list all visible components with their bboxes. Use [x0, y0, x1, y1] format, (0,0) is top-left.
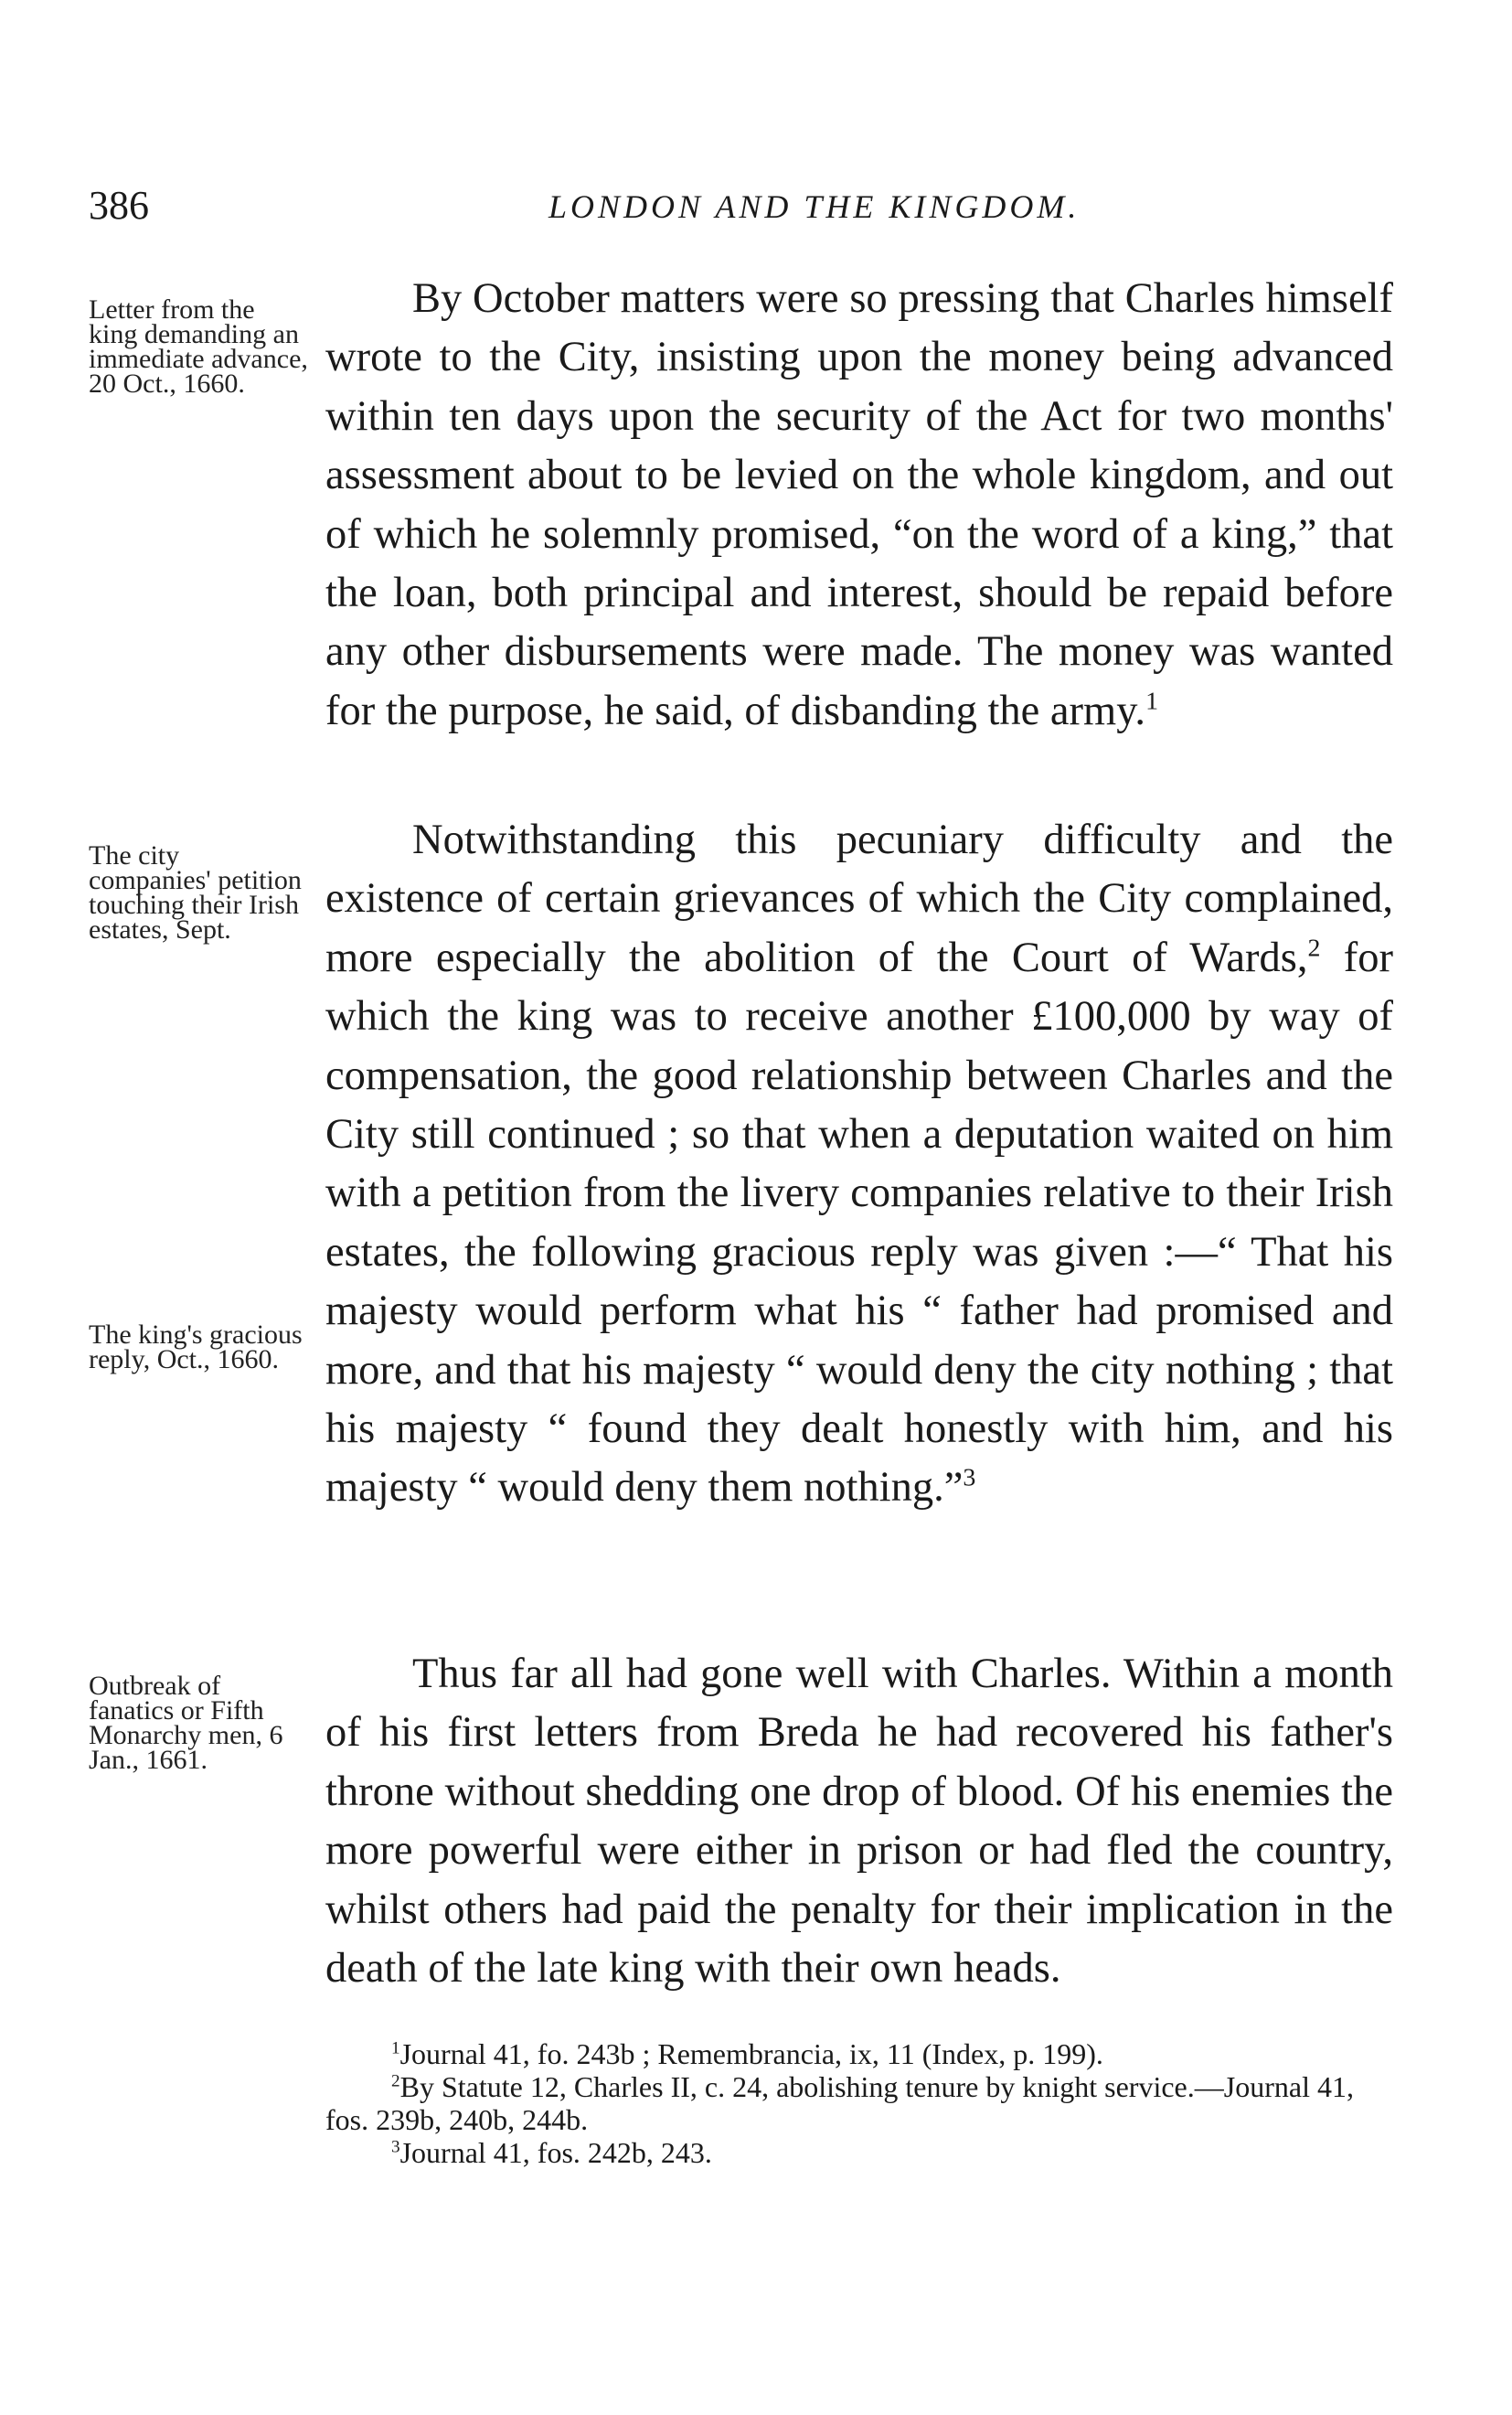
- footnote-ref-1: 1: [1145, 687, 1159, 716]
- margin-note-fanatics: Outbreak of fanatics or Fifth Monarchy men, 6 Jan., 1661.: [89, 1671, 283, 1775]
- footnote-ref-2: 2: [1307, 934, 1321, 963]
- footnote-3: [325, 2136, 1393, 2169]
- margin-note-reply: The king's gracious reply, Oct., 1660.: [89, 1320, 303, 1374]
- paragraph-2-text-b: for which the king was to receive another £100,000 by way of compensation, the good relationship between Charles and the City still continued ; so that when a deputation waited on him with a petition from the livery companies relative to their Irish estates, the following gracious reply was given :—“ That his majesty would perform what his “ father had promised and more, and that his majesty “ would deny the city nothing ; that his majesty “ found they dealt honestly with him, and his majesty “ would deny them nothing.”: [325, 934, 1393, 1512]
- margin-note-letter: Letter from the king demanding an immediate advance, 20 Oct., 1660.: [89, 294, 308, 399]
- paragraph-3: [325, 1645, 1393, 1998]
- running-head: LONDON AND THE KINGDOM.: [548, 188, 1081, 225]
- paragraph-2-text-a: Notwithstanding this pecuniary difficulty and the existence of certain grievances of which the City complained, more especially the abolition of the Court of Wards,: [325, 817, 1393, 981]
- footnote-ref-3: 3: [963, 1463, 976, 1492]
- footnote-1: [325, 2037, 1393, 2070]
- paragraph-3-text: Thus far all had gone well with Charles. Within a month of his first letters from Breda he had recovered his father's throne without shedding one drop of blood. Of his enemies the more powerful were either in prison or had fled the country, whilst others had paid the penalty for their implication in the death of the late king with their own heads.: [325, 1651, 1393, 1993]
- paragraph-1: [325, 270, 1393, 741]
- footnote-3-mark: 3: [391, 2137, 400, 2157]
- footnote-3-text: Journal 41, fos. 242b, 243.: [399, 2136, 712, 2169]
- margin-note-petition: The city companies' petition touching their Irish estates, Sept.: [89, 840, 302, 945]
- footnote-2: [325, 2070, 1393, 2136]
- paragraph-1-text: By October matters were so pressing that Charles himself wrote to the City, insisting upon the money being advanced within ten days upon the security of the Act for two months' assessment about to be levied on the whole kingdom, and out of which he solemnly promised, “on the word of a king,” that the loan, both principal and interest, should be repaid before any other disbursements were made. The money was wanted for the purpose, he said, of disbanding the army.: [325, 275, 1393, 734]
- footnote-1-text: Journal 41, fo. 243b ; Remembrancia, ix, 11 (Index, p. 199).: [399, 2037, 1103, 2070]
- footnote-1-mark: 1: [391, 2038, 400, 2058]
- footnotes: [325, 2037, 1393, 2169]
- page-number: 386: [89, 183, 149, 228]
- footnote-2-text: By Statute 12, Charles II, c. 24, abolishing tenure by knight service.—Journal 41, fos. 239b, 240b, 244b.: [325, 2070, 1354, 2136]
- footnote-2-mark: 2: [391, 2071, 400, 2091]
- paragraph-2: [325, 811, 1393, 1518]
